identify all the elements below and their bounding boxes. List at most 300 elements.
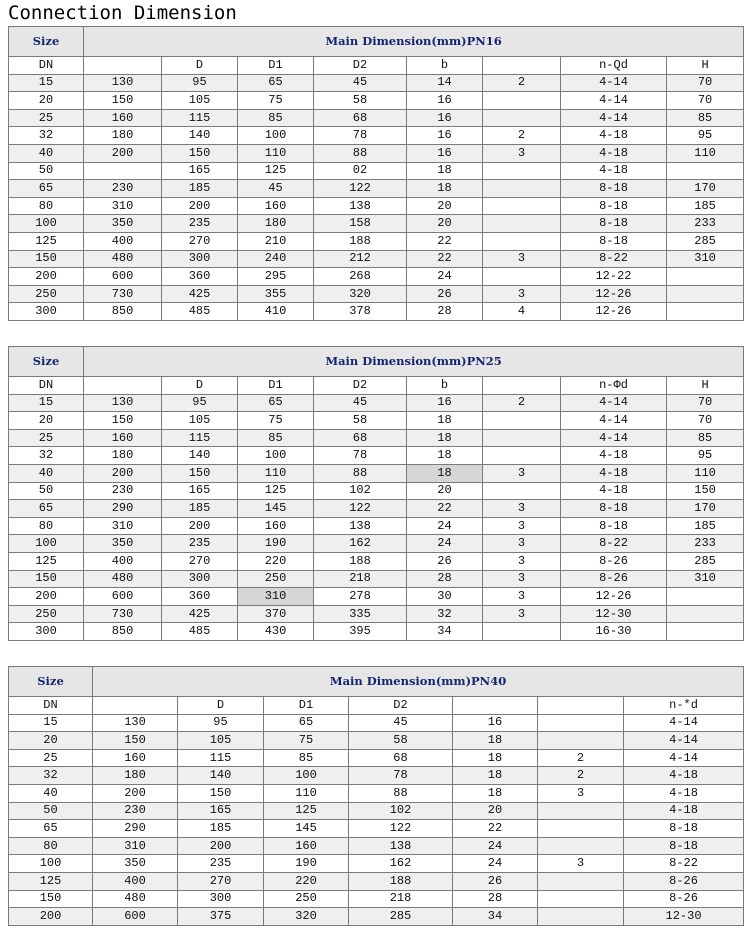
table-cell: 350 (93, 855, 178, 873)
table-cell: 28 (453, 890, 538, 908)
table-cell: 110 (238, 144, 314, 162)
table-cell: 88 (314, 144, 407, 162)
table-cell (667, 303, 744, 321)
table-cell: 85 (238, 429, 314, 447)
table-row (9, 552, 744, 570)
table-cell: 58 (349, 732, 453, 750)
table-cell: 122 (314, 500, 407, 518)
table-cell: 20 (407, 197, 483, 215)
table-cell: 130 (93, 714, 178, 732)
table-cell: 70 (667, 394, 744, 412)
table-cell: 3 (483, 144, 561, 162)
table-row (9, 908, 744, 926)
table-cell (483, 412, 561, 430)
table-cell: 480 (84, 250, 162, 268)
table-cell: 75 (264, 732, 349, 750)
column-header: D (162, 57, 238, 75)
table-cell: 95 (667, 127, 744, 145)
table-cell: 378 (314, 303, 407, 321)
table-cell: 105 (162, 412, 238, 430)
table-cell: 150 (9, 890, 93, 908)
table-cell: 190 (264, 855, 349, 873)
table-cell: 250 (264, 890, 349, 908)
table-cell: 3 (483, 285, 561, 303)
table-cell: 4-18 (624, 802, 744, 820)
table-cell: 350 (84, 215, 162, 233)
table-cell: 3 (483, 250, 561, 268)
table-row (9, 180, 744, 198)
table-cell (667, 588, 744, 606)
table-cell: 8-26 (561, 552, 667, 570)
column-header: D2 (314, 57, 407, 75)
table-cell: 320 (264, 908, 349, 926)
table-row (9, 605, 744, 623)
table-cell: 850 (84, 303, 162, 321)
table-row (9, 855, 744, 873)
table-cell: 150 (178, 784, 264, 802)
table-row (9, 802, 744, 820)
table-cell: 485 (162, 623, 238, 641)
table-cell: 15 (9, 74, 84, 92)
table-cell: 24 (407, 535, 483, 553)
table-cell (667, 285, 744, 303)
table-cell: 110 (264, 784, 349, 802)
table-cell: 14 (407, 74, 483, 92)
table-cell: 400 (84, 552, 162, 570)
table-cell: 600 (93, 908, 178, 926)
table-cell: 26 (407, 285, 483, 303)
table-cell: 165 (178, 802, 264, 820)
table-cell: 150 (84, 412, 162, 430)
table-cell: 100 (238, 447, 314, 465)
table-cell: 230 (84, 482, 162, 500)
table-row (9, 588, 744, 606)
table-cell: 480 (84, 570, 162, 588)
table-cell (483, 92, 561, 110)
table-cell: 3 (483, 588, 561, 606)
table-cell: 40 (9, 464, 84, 482)
table-cell: 18 (407, 162, 483, 180)
table-cell: 395 (314, 623, 407, 641)
table-cell: 485 (162, 303, 238, 321)
table-cell: 18 (407, 447, 483, 465)
table-header-row (9, 347, 744, 377)
column-header: DN (9, 57, 84, 75)
table-cell: 200 (162, 197, 238, 215)
table-cell: 125 (264, 802, 349, 820)
table-row (9, 285, 744, 303)
column-header-row (9, 697, 744, 715)
table-cell: 105 (162, 92, 238, 110)
table-cell: 218 (349, 890, 453, 908)
table-cell: 65 (238, 394, 314, 412)
table-cell: 233 (667, 535, 744, 553)
table-cell: 22 (407, 232, 483, 250)
table-cell: 140 (162, 127, 238, 145)
column-header: DN (9, 377, 84, 395)
column-header: DN (9, 697, 93, 715)
table-cell: 95 (178, 714, 264, 732)
table-cell: 200 (9, 268, 84, 286)
table-cell: 18 (453, 767, 538, 785)
table-cell: 12-30 (624, 908, 744, 926)
table-cell: 2 (483, 394, 561, 412)
table-cell: 8-18 (561, 197, 667, 215)
table-cell: 162 (349, 855, 453, 873)
table-row (9, 535, 744, 553)
table-cell: 185 (162, 500, 238, 518)
table-cell: 115 (162, 429, 238, 447)
table-cell: 138 (349, 837, 453, 855)
table-cell: 2 (538, 749, 624, 767)
table-cell: 65 (9, 820, 93, 838)
table-cell: 4-14 (561, 394, 667, 412)
column-header: H (667, 57, 744, 75)
table-cell: 12-22 (561, 268, 667, 286)
table-cell: 300 (178, 890, 264, 908)
table-cell: 130 (84, 394, 162, 412)
table-cell: 88 (314, 464, 407, 482)
table-cell: 400 (93, 872, 178, 890)
table-cell: 18 (453, 784, 538, 802)
column-header-row (9, 377, 744, 395)
table-cell: 4-18 (561, 162, 667, 180)
table-cell (538, 837, 624, 855)
table-cell: 300 (162, 570, 238, 588)
table-cell: 32 (9, 767, 93, 785)
table-cell: 210 (238, 232, 314, 250)
table-cell: 80 (9, 517, 84, 535)
table-cell (84, 162, 162, 180)
table-cell: 122 (349, 820, 453, 838)
table-cell: 125 (9, 872, 93, 890)
table-cell: 3 (483, 570, 561, 588)
table-cell (538, 732, 624, 750)
column-header: n-Φd (561, 377, 667, 395)
size-header: Size (9, 667, 93, 697)
table-cell: 250 (238, 570, 314, 588)
table-cell: 250 (9, 285, 84, 303)
table-row (9, 464, 744, 482)
column-header-row (9, 57, 744, 75)
table-cell: 375 (178, 908, 264, 926)
table-cell (538, 872, 624, 890)
table-cell: 70 (667, 92, 744, 110)
table-cell: 8-18 (561, 180, 667, 198)
table-cell: 300 (9, 623, 84, 641)
table-cell: 8-18 (561, 500, 667, 518)
table-cell: 145 (264, 820, 349, 838)
table-cell: 235 (162, 215, 238, 233)
table-row (9, 429, 744, 447)
table-cell: 85 (667, 109, 744, 127)
table-cell: 158 (314, 215, 407, 233)
table-cell: 80 (9, 837, 93, 855)
table-cell: 30 (407, 588, 483, 606)
table-cell: 24 (407, 268, 483, 286)
column-header (483, 377, 561, 395)
table-cell: 4-14 (624, 732, 744, 750)
table-cell (483, 429, 561, 447)
column-header: D2 (349, 697, 453, 715)
table-cell: 20 (9, 732, 93, 750)
table-cell: 425 (162, 605, 238, 623)
table-row (9, 144, 744, 162)
table-cell (483, 232, 561, 250)
table-cell: 20 (9, 92, 84, 110)
table-cell: 95 (667, 447, 744, 465)
table-cell: 2 (483, 74, 561, 92)
pn25-table (8, 346, 744, 641)
table-cell: 4-18 (561, 144, 667, 162)
table-cell: 22 (407, 250, 483, 268)
table-cell: 58 (314, 92, 407, 110)
table-cell: 8-22 (561, 535, 667, 553)
table-cell: 24 (453, 837, 538, 855)
table-cell: 4-18 (561, 464, 667, 482)
column-header (84, 57, 162, 75)
table-cell: 270 (162, 232, 238, 250)
table-cell: 68 (349, 749, 453, 767)
table-row (9, 767, 744, 785)
table-cell: 18 (407, 429, 483, 447)
column-header: D (178, 697, 264, 715)
table-cell: 3 (483, 605, 561, 623)
table-row (9, 250, 744, 268)
table-cell: 45 (314, 74, 407, 92)
table-cell: 170 (667, 500, 744, 518)
table-cell: 45 (349, 714, 453, 732)
table-cell: 110 (667, 464, 744, 482)
table-cell: 185 (178, 820, 264, 838)
table-cell: 220 (238, 552, 314, 570)
table-cell: 150 (9, 570, 84, 588)
table-cell: 20 (9, 412, 84, 430)
table-cell: 16-30 (561, 623, 667, 641)
column-header: D1 (264, 697, 349, 715)
table-cell: 140 (178, 767, 264, 785)
table-row (9, 872, 744, 890)
table-cell: 335 (314, 605, 407, 623)
table-header-row (9, 27, 744, 57)
table-cell: 233 (667, 215, 744, 233)
table-cell: 78 (314, 127, 407, 145)
table-row (9, 162, 744, 180)
table-cell: 4-14 (561, 412, 667, 430)
table-row (9, 232, 744, 250)
table-cell: 2 (483, 127, 561, 145)
table-cell: 4 (483, 303, 561, 321)
table-cell: 50 (9, 802, 93, 820)
table-row (9, 890, 744, 908)
table-cell: 100 (9, 855, 93, 873)
column-header: n-Qd (561, 57, 667, 75)
table-cell: 3 (483, 500, 561, 518)
table-cell: 285 (349, 908, 453, 926)
table-cell: 16 (407, 109, 483, 127)
table-cell: 20 (453, 802, 538, 820)
table-cell: 165 (162, 162, 238, 180)
table-cell: 26 (407, 552, 483, 570)
table-cell: 218 (314, 570, 407, 588)
table-cell: 65 (264, 714, 349, 732)
table-cell: 16 (407, 144, 483, 162)
table-cell: 160 (84, 429, 162, 447)
table-cell: 8-18 (561, 517, 667, 535)
table-cell (667, 268, 744, 286)
table-cell: 18 (407, 180, 483, 198)
table-cell: 18 (407, 412, 483, 430)
table-cell: 430 (238, 623, 314, 641)
table-cell: 4-18 (624, 784, 744, 802)
table-row (9, 447, 744, 465)
table-cell: 278 (314, 588, 407, 606)
main-dimension-header: Main Dimension(mm)PN16 (84, 27, 744, 57)
table-cell: 180 (93, 767, 178, 785)
table-cell: 65 (9, 500, 84, 518)
table-cell: 188 (349, 872, 453, 890)
table-cell: 310 (667, 570, 744, 588)
table-cell: 95 (162, 74, 238, 92)
table-cell: 250 (9, 605, 84, 623)
table-row (9, 74, 744, 92)
page-title: Connection Dimension (8, 2, 237, 24)
column-header: b (407, 377, 483, 395)
table-cell: 125 (9, 232, 84, 250)
table-cell: 65 (9, 180, 84, 198)
table-cell: 235 (178, 855, 264, 873)
table-cell: 188 (314, 552, 407, 570)
table-cell: 3 (483, 535, 561, 553)
table-row (9, 109, 744, 127)
table-cell: 45 (314, 394, 407, 412)
table-row (9, 714, 744, 732)
table-cell: 18 (407, 464, 483, 482)
table-cell: 2 (538, 767, 624, 785)
table-cell: 16 (407, 394, 483, 412)
table-cell: 295 (238, 268, 314, 286)
table-cell: 28 (407, 303, 483, 321)
table-cell: 110 (238, 464, 314, 482)
table-cell: 16 (453, 714, 538, 732)
table-row (9, 197, 744, 215)
table-cell: 100 (9, 535, 84, 553)
table-cell: 230 (84, 180, 162, 198)
column-header: H (667, 377, 744, 395)
table-cell: 68 (314, 109, 407, 127)
table-cell: 4-14 (561, 74, 667, 92)
table-cell: 34 (407, 623, 483, 641)
table-row (9, 482, 744, 500)
table-cell (667, 605, 744, 623)
pn40-table (8, 666, 744, 926)
table-cell: 200 (178, 837, 264, 855)
table-cell: 200 (84, 144, 162, 162)
table-cell: 15 (9, 394, 84, 412)
table-cell (483, 180, 561, 198)
table-cell: 75 (238, 92, 314, 110)
table-cell: 32 (407, 605, 483, 623)
table-cell: 45 (238, 180, 314, 198)
table-cell: 150 (667, 482, 744, 500)
table-cell: 212 (314, 250, 407, 268)
table-cell: 102 (314, 482, 407, 500)
table-cell: 34 (453, 908, 538, 926)
table-cell: 85 (667, 429, 744, 447)
table-cell: 8-26 (624, 890, 744, 908)
table-cell: 160 (238, 197, 314, 215)
table-cell: 138 (314, 517, 407, 535)
table-cell: 125 (238, 162, 314, 180)
table-cell: 350 (84, 535, 162, 553)
column-header (453, 697, 538, 715)
column-header: D1 (238, 57, 314, 75)
table-cell: 130 (84, 74, 162, 92)
table-cell: 285 (667, 552, 744, 570)
table-cell: 4-14 (561, 429, 667, 447)
table-cell: 190 (238, 535, 314, 553)
table-cell: 3 (483, 552, 561, 570)
table-cell: 320 (314, 285, 407, 303)
table-cell: 100 (264, 767, 349, 785)
table-cell: 185 (162, 180, 238, 198)
table-cell: 162 (314, 535, 407, 553)
table-cell: 138 (314, 197, 407, 215)
table-cell: 24 (453, 855, 538, 873)
table-cell: 70 (667, 412, 744, 430)
table-cell: 355 (238, 285, 314, 303)
table-cell: 8-18 (561, 232, 667, 250)
table-cell: 95 (162, 394, 238, 412)
table-cell: 730 (84, 285, 162, 303)
table-cell: 78 (349, 767, 453, 785)
table-cell: 730 (84, 605, 162, 623)
main-dimension-header: Main Dimension(mm)PN25 (84, 347, 744, 377)
table-cell (538, 802, 624, 820)
table-cell: 165 (162, 482, 238, 500)
table-cell: 100 (9, 215, 84, 233)
table-cell: 310 (238, 588, 314, 606)
table-cell: 78 (314, 447, 407, 465)
table-cell: 65 (238, 74, 314, 92)
table-cell: 8-18 (624, 820, 744, 838)
column-header (93, 697, 178, 715)
table-cell: 25 (9, 749, 93, 767)
table-row (9, 820, 744, 838)
table-cell: 180 (238, 215, 314, 233)
table-cell: 300 (162, 250, 238, 268)
table-cell: 200 (84, 464, 162, 482)
size-header: Size (9, 347, 84, 377)
table-cell: 8-22 (624, 855, 744, 873)
table-row (9, 303, 744, 321)
table-cell: 24 (407, 517, 483, 535)
table-cell: 110 (667, 144, 744, 162)
table-cell: 200 (93, 784, 178, 802)
table-cell: 68 (314, 429, 407, 447)
table-cell: 268 (314, 268, 407, 286)
table-cell: 12-26 (561, 285, 667, 303)
table-row (9, 517, 744, 535)
table-cell: 8-26 (624, 872, 744, 890)
table-cell: 4-18 (624, 767, 744, 785)
column-header: D1 (238, 377, 314, 395)
table-cell: 400 (84, 232, 162, 250)
table-cell (483, 215, 561, 233)
table-cell: 150 (162, 144, 238, 162)
table-cell: 150 (9, 250, 84, 268)
table-cell: 200 (9, 588, 84, 606)
